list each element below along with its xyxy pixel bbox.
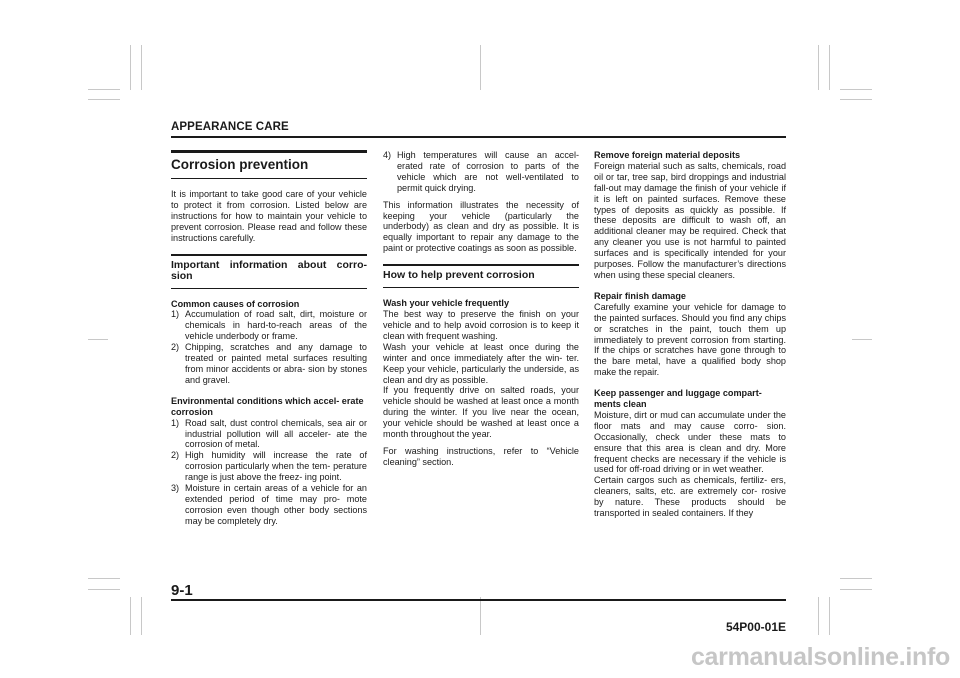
crop-mark <box>88 589 120 590</box>
list-item <box>171 309 367 342</box>
crop-mark <box>829 597 830 635</box>
crop-mark <box>88 89 120 90</box>
crop-mark <box>840 578 872 579</box>
crop-mark <box>480 45 481 90</box>
crop-mark <box>840 89 872 90</box>
repair-title: Repair finish damage <box>594 290 686 301</box>
intro-paragraph: It is important to take good care of your vehicle to protect it from corrosion. Listed below are instructions for how to maintain your vehicle to prevent corrosion. Please read and follow these instructions carefully. <box>171 189 367 243</box>
repair-paragraph: Carefully examine your vehicle for damage to the painted surfaces. Should you find any chips or scratches in the paint, touch them up immediately to prevent corrosion from starting. If the chips or scratches have gone through to the bare metal, have a qualified body shop make the repair. <box>594 301 786 378</box>
crop-mark <box>818 597 819 635</box>
crop-mark <box>141 597 142 635</box>
header-rule <box>171 136 786 138</box>
crop-mark <box>829 45 830 90</box>
crop-mark <box>88 578 120 579</box>
list-item <box>171 418 367 451</box>
crop-mark <box>130 45 131 90</box>
crop-mark <box>141 45 142 90</box>
prevent-heading: How to help prevent corrosion <box>383 264 579 288</box>
crop-mark <box>130 597 131 635</box>
info-paragraph: This information illustrates the necessity of keeping your vehicle (particularly the underbody) as clean and dry as possible. It is equally important to repair any damage to the paint or protective coatings as soon as possible. <box>383 199 579 254</box>
column-3 <box>594 150 786 519</box>
list-text: High humidity will increase the rate of corrosion particularly when the tem- perature range is just above the freez- ing point. <box>185 450 367 483</box>
section-title: APPEARANCE CARE <box>171 121 289 133</box>
page-number: 9-1 <box>171 582 193 599</box>
wash-paragraph: The best way to preserve the finish on your vehicle and to help avoid corrosion is to keep it clean with frequent washing. <box>383 309 579 341</box>
environment-title: Environmental conditions which accel- erate corrosion <box>171 395 364 417</box>
list-item <box>171 342 367 386</box>
wash-paragraph: For washing instructions, refer to “Vehicle cleaning” section. <box>383 445 579 467</box>
crop-mark <box>480 597 481 635</box>
main-heading: Corrosion prevention <box>171 150 367 179</box>
list-number: 1) <box>171 417 180 428</box>
footer-rule <box>171 599 786 601</box>
document-code: 54P00-01E <box>725 620 786 634</box>
list-number: 2) <box>171 450 180 461</box>
crop-mark <box>88 99 120 100</box>
list-text: Chipping, scratches and any damage to treated or painted metal surfaces resulting from minor accidents or abra- sion by stones and gravel. <box>185 342 367 385</box>
crop-mark <box>840 99 872 100</box>
causes-list <box>171 309 367 385</box>
wash-title: Wash your vehicle frequently <box>383 298 509 309</box>
foreign-paragraph: Foreign material such as salts, chemicals, road oil or tar, tree sap, bird droppings and industrial fall-out may damage the finish of your vehicle if it is left on painted surfaces. Remove these types of deposits as quickly as possible. If these deposits are difficult to wash off, an additional cleaner may be required. Check that any cleaner you use is not harmful to painted surfaces and is specifically intended for your purposes. Follow the manufacturer’s directions when using these special cleaners. <box>594 160 786 280</box>
causes-title: Common causes of corrosion <box>171 298 300 309</box>
list-text: Moisture in certain areas of a vehicle for an extended period of time may pro- mote corrosion even though other body sections may be completely dry. <box>185 483 367 526</box>
list-text: Road salt, dust control chemicals, sea air or industrial pollution will all acceler- ate the corrosion of metal. <box>185 417 367 450</box>
list-number: 4) <box>383 150 392 160</box>
column-2 <box>383 150 579 474</box>
list-text: High temperatures will cause an accel- erated rate of corrosion to parts of the vehicle which are not well-ventilated to permit quick drying. <box>397 150 579 193</box>
list-item <box>171 450 367 483</box>
list-item <box>383 150 579 194</box>
clean-title: Keep passenger and luggage compart- ments clean <box>594 388 762 410</box>
wash-paragraph: If you frequently drive on salted roads, your vehicle should be washed at least once a month during the winter. If you live near the ocean, your vehicle should be washed at least once a month throughout the year. <box>383 385 579 440</box>
crop-mark <box>88 339 108 340</box>
wash-paragraph: Wash your vehicle at least once during the winter and once immediately after the win- ter. Keep your vehicle, particularly the underside, as clean and dry as possible. <box>383 341 579 385</box>
environment-list-continued <box>383 150 579 194</box>
clean-paragraph: Moisture, dirt or mud can accumulate under the floor mats and may cause corro- sion. Occasionally, check under these mats to ensure that this area is clean and dry. More frequent checks are necessary if the vehicle is used for off-road driving or in wet weather. <box>594 409 786 475</box>
crop-mark <box>852 339 872 340</box>
watermark: carmanualsonline.info <box>690 643 950 671</box>
list-item <box>171 483 367 527</box>
list-text: Accumulation of road salt, dirt, moisture or chemicals in hard-to-reach areas of the vehicle underbody or frame. <box>185 309 367 342</box>
clean-paragraph: Certain cargos such as chemicals, fertiliz- ers, cleaners, salts, etc. are extremely cor- rosive by nature. These products should be transported in sealed containers. If they <box>594 475 786 519</box>
crop-mark <box>818 45 819 90</box>
list-number: 2) <box>171 342 180 353</box>
list-number: 1) <box>171 309 180 320</box>
list-number: 3) <box>171 483 180 494</box>
sub-heading: Important information about corro- sion <box>171 254 367 289</box>
crop-mark <box>840 589 872 590</box>
environment-list <box>171 418 367 527</box>
column-1 <box>171 150 367 533</box>
foreign-title: Remove foreign material deposits <box>594 150 741 160</box>
